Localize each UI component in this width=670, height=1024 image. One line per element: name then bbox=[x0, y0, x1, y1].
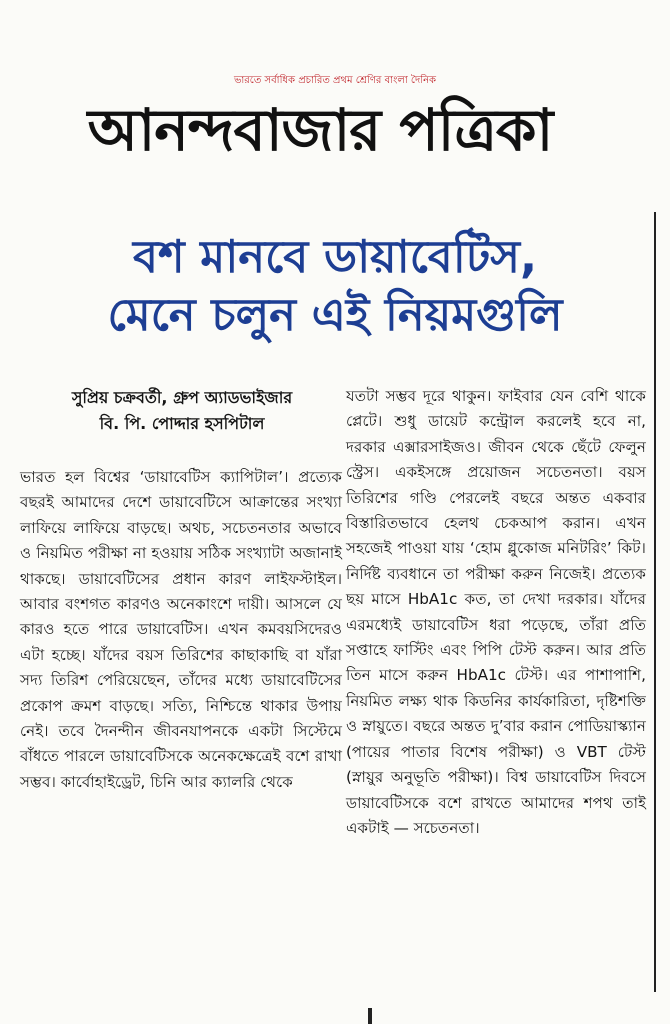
newspaper-masthead: আনন্দবাজার পত্রিকা bbox=[87, 96, 553, 164]
byline-author: সুপ্রিয় চক্রবর্তী, গ্রুপ অ্যাডভাইজার bbox=[71, 388, 293, 407]
article-byline bbox=[22, 385, 342, 437]
column-border bbox=[654, 212, 656, 992]
right-column-text: যতটা সম্ভব দূরে থাকুন। ফাইবার যেন বেশি থাকে প্লেটে। শুধু ডায়েট কন্ট্রোল করলেই হবে না, দরকার এক্সারসাইজও। জীবন থেকে ছেঁটে ফেলুন স্ট্রেস। একইসঙ্গে প্রয়োজন সচেতনতা। বয়স তিরিশের গণ্ডি পেরলেই বছরে অন্তত একবার বিস্তারিতভাবে হেলথ চেকআপ করান। এখন সহজেই পাওয়া যায় ‘হোম গ্লুকোজ মনিটরিং’ কিট। নির্দিষ্ট ব্যবধানে তা পরীক্ষা করুন নিজেই। প্রত্যেক ছয় মাসে HbA1c কত, তা দেখা দরকার। যাঁদের এরমধ্যেই ডায়াবেটিস ধরা পড়েছে, তাঁরা প্রতি সপ্তাহে ফাস্টিং এবং পিপি টেস্ট করুন। আর প্রতি তিন মাসে করুন HbA1c টেস্ট। এর পাশাপাশি, নিয়মিত লক্ষ্য থাক কিডনির কার্যকারিতা, দৃষ্টিশক্তি ও স্নায়ুতে। বছরে অন্তত দু’বার করান পোডিয়াস্ক্যান (পায়ের পাতার বিশেষ পরীক্ষা) ও VBT টেস্ট (স্নায়ুর অনুভূতি পরীক্ষা)। বিশ্ব ডায়াবেটিস দিবসে ডায়াবেটিসকে বশে রাখতে আমাদের শপথ তাই একটাই — সচেতনতা। bbox=[346, 387, 646, 837]
headline-line-2: মেনে চলুন এই নিয়মগুলি bbox=[107, 288, 563, 341]
article-left-column bbox=[20, 465, 342, 795]
byline-affiliation: বি. পি. পোদ্দার হসপিটাল bbox=[99, 414, 265, 433]
page-bottom-mark bbox=[368, 1008, 372, 1024]
newspaper-tagline: ভারতে সর্বাধিক প্রচারিত প্রথম শ্রেণির বাংলা দৈনিক bbox=[233, 75, 437, 86]
headline-line-1: বশ মানবে ডায়াবেটিস, bbox=[132, 230, 538, 283]
article-right-column bbox=[346, 384, 646, 841]
article-headline bbox=[20, 228, 650, 344]
left-column-text: ভারত হল বিশ্বের ‘ডায়াবেটিস ক্যাপিটাল’। প্রত্যেক বছরই আমাদের দেশে ডায়াবেটিসে আক্রান্তের সংখ্যা লাফিয়ে লাফিয়ে বাড়ছে। অথচ, সচেতনতার অভাবে ও নিয়মিত পরীক্ষা না হওয়ায় সঠিক সংখ্যাটা অজানাই থাকছে। ডায়াবেটিসের প্রধান কারণ লাইফস্টাইল। আবার বংশগত কারণও অনেকাংশে দায়ী। আসলে যে কারও হতে পারে ডায়াবেটিস। এখন কমবয়সিদেরও এটা হচ্ছে। যাঁদের বয়স তিরিশের কাছাকাছি বা যাঁরা সদ্য তিরিশ পেরিয়েছেন, তাঁদের মধ্যে ডায়াবেটিসের প্রকোপ ক্রমশ বাড়ছে। সত্যি, নিশ্চিন্তে থাকার উপায় নেই। তবে দৈনন্দীন জীবনযাপনকে একটা সিস্টেমে বাঁধতে পারলে ডায়াবেটিসকে অনেকক্ষেত্রেই বশে রাখা সম্ভব। কার্বোহাইড্রেট, চিনি আর ক্যালরি থেকে bbox=[20, 468, 342, 791]
